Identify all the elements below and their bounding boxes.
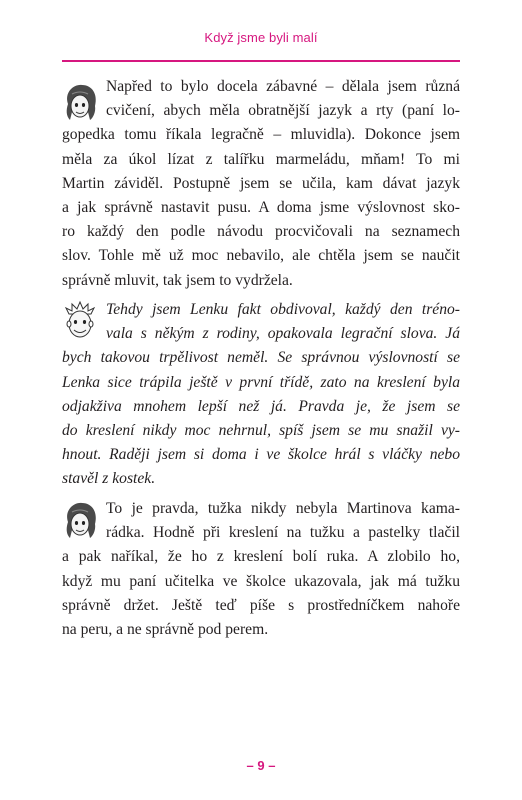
text-line: a jak správně nastavit pusu. A doma jsme výslovnost sko-	[62, 199, 460, 217]
text-line: vala s někým z rodiny, opakovala legrační slova. Já	[106, 325, 460, 343]
text-line: To je pravda, tužka nikdy nebyla Martinova kama-	[106, 500, 460, 517]
text-line: správně mluvit, tak jsem to vydržela.	[62, 271, 293, 289]
text-line: cvičení, abych měla obratnější jazyk a rty (paní lo-	[106, 102, 460, 120]
running-header: Když jsme byli malí	[204, 30, 318, 45]
text-line: odjakživa mnohem lepší než já. Pravda je, že jsem se	[62, 397, 460, 415]
paragraph-martin	[62, 298, 460, 492]
text-line: Napřed to bylo docela zábavné – dělala jsem různá	[106, 78, 460, 95]
page-number: – 9 –	[246, 758, 276, 773]
text-line: na peru, a ne správně pod perem.	[62, 621, 269, 639]
text-line: stavěl z kostek.	[62, 470, 156, 488]
text-line: ro každý den podle návodu procvičovali na seznamech	[62, 223, 460, 241]
text-line: a pak naříkal, že ho z kreslení bolí ruka. A zlobilo ho,	[62, 548, 460, 566]
text-line: hnout. Raději jsem si doma i ve školce hrál s vláčky nebo	[62, 446, 460, 464]
text-line: když mu paní učitelka ve školce ukazovala, jak má tužku	[62, 572, 460, 590]
text-line: Lenka sice trápila ještě v první třídě, zato na kreslení byla	[62, 373, 460, 391]
header-rule	[62, 60, 460, 62]
text-line: slov. Tohle mě už moc nebavilo, ale chtěla jsem se naučit	[62, 247, 460, 265]
text-line: bych takovou trpělivost neměl. Se správnou výslovností se	[62, 349, 460, 367]
text-line: měla za úkol lízat z talířku marmeládu, mňam! To mi	[62, 150, 460, 168]
paragraph-lenka-2	[62, 497, 460, 642]
paragraph-lenka-1	[62, 75, 460, 293]
text-line: správně držet. Ještě teď píše s prostředníčkem nahoře	[62, 596, 460, 614]
text-line: gopedka tomu říkala legračně – mluvidla). Dokonce jsem	[62, 126, 460, 144]
text-line: rádka. Hodně při kreslení na tužku a pastelky tlačil	[106, 524, 460, 542]
text-line: Tehdy jsem Lenku fakt obdivoval, každý den tréno-	[106, 301, 460, 318]
text-line: Martin záviděl. Postupně jsem se učila, kam dávat jazyk	[62, 174, 460, 192]
text-line: do kreslení nikdy moc nehrnul, spíš jsem se mu snažil vy-	[62, 422, 460, 440]
